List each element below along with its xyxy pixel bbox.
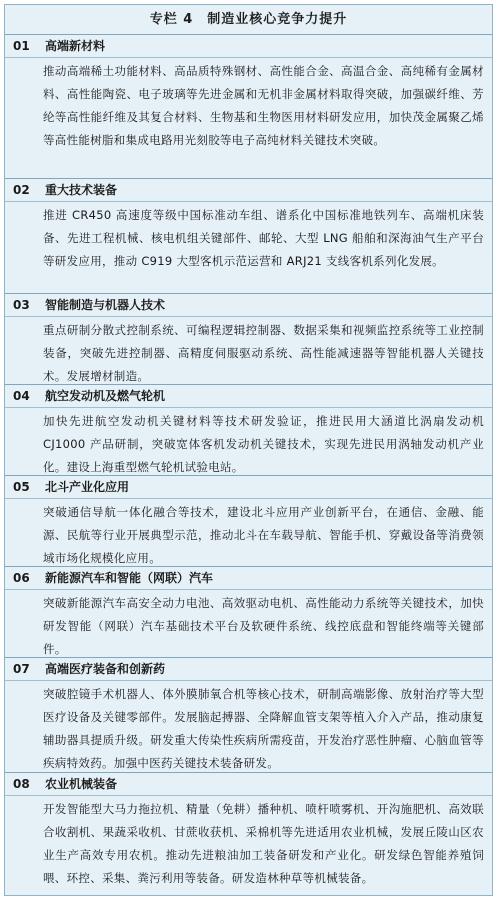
section-number: 04 bbox=[13, 389, 30, 403]
section-body: 突破通信导航一体化融合等技术，建设北斗应用产业创新平台，在通信、金融、能源、民航等行业开展典型示范，推动北斗在车载导航、智能手机、穿戴设备等消费领域市场化规模化应用。 bbox=[5, 498, 492, 576]
section-number: 01 bbox=[13, 39, 30, 53]
section-01 bbox=[5, 34, 492, 178]
section-body: 开发智能型大马力拖拉机、精量（免耕）播种机、喷杆喷雾机、开沟施肥机、高效联合收割机、果蔬采收机、甘蔗收获机、采棉机等先进适用农业机械，发展丘陵山区农业生产高效专用农机。推动先进粮油加工装备研发和产业化。研发绿色智能养殖饲喂、环控、采集、粪污利用等装备。研发造林种草等机械装备。 bbox=[5, 795, 492, 896]
section-heading bbox=[5, 294, 492, 316]
section-number: 08 bbox=[13, 777, 30, 791]
section-title: 高端新材料 bbox=[45, 39, 106, 53]
section-number: 02 bbox=[13, 183, 30, 197]
section-number: 06 bbox=[13, 571, 30, 585]
feature-panel bbox=[4, 4, 493, 896]
section-05 bbox=[5, 475, 492, 566]
section-title: 新能源汽车和智能（网联）汽车 bbox=[45, 571, 214, 585]
section-number: 07 bbox=[13, 662, 30, 676]
section-heading bbox=[5, 476, 492, 498]
panel-title: 专栏 4 制造业核心竞争力提升 bbox=[149, 12, 348, 27]
section-07 bbox=[5, 657, 492, 772]
section-heading bbox=[5, 385, 492, 407]
section-title: 高端医疗装备和创新药 bbox=[45, 662, 166, 676]
section-body: 突破新能源汽车高安全动力电池、高效驱动电机、高性能动力系统等关键技术，加快研发智能（网联）汽车基础技术平台及软硬件系统、线控底盘和智能终端等关键部件。 bbox=[5, 589, 492, 667]
section-title: 智能制造与机器人技术 bbox=[45, 298, 166, 312]
section-body: 加快先进航空发动机关键材料等技术研发验证，推进民用大涵道比涡扇发动机 CJ1000 产品研制，突破宽体客机发动机关键技术，实现先进民用涡轴发动机产业化。建设上海重型燃气轮机试验电站。 bbox=[5, 407, 492, 485]
section-02 bbox=[5, 178, 492, 293]
section-heading bbox=[5, 773, 492, 795]
section-number: 03 bbox=[13, 298, 30, 312]
section-body: 推动高端稀土功能材料、高品质特殊钢材、高性能合金、高温合金、高纯稀有金属材料、高性能陶瓷、电子玻璃等先进金属和无机非金属材料取得突破，加强碳纤维、芳纶等高性能纤维及其复合材料、生物基和生物医用材料研发应用，加快茂金属聚乙烯等高性能树脂和集成电路用光刻胶等电子高纯材料关键技术突破。 bbox=[5, 57, 492, 158]
section-04 bbox=[5, 384, 492, 475]
section-heading bbox=[5, 658, 492, 680]
section-body: 突破腔镜手术机器人、体外膜肺氧合机等核心技术，研制高端影像、放射治疗等大型医疗设备及关键零部件。发展脑起搏器、全降解血管支架等植入介入产品，推动康复辅助器具提质升级。研发重大传染性疾病所需疫苗，开发治疗恶性肿瘤、心脑血管等疾病特效药。加强中医药关键技术装备研发。 bbox=[5, 680, 492, 781]
section-title: 北斗产业化应用 bbox=[45, 480, 130, 494]
section-06 bbox=[5, 566, 492, 657]
section-title: 农业机械装备 bbox=[45, 777, 118, 791]
section-heading bbox=[5, 567, 492, 589]
section-number: 05 bbox=[13, 480, 30, 494]
section-title: 重大技术装备 bbox=[45, 183, 118, 197]
section-title: 航空发动机及燃气轮机 bbox=[45, 389, 166, 403]
section-03 bbox=[5, 293, 492, 384]
section-08 bbox=[5, 772, 492, 896]
section-heading bbox=[5, 179, 492, 201]
section-body: 推进 CR450 高速度等级中国标准动车组、谱系化中国标准地铁列车、高端机床装备、先进工程机械、核电机组关键部件、邮轮、大型 LNG 船舶和深海油气生产平台等研发应用，推动 C919 大型客机示范运营和 ARJ21 支线客机系列化发展。 bbox=[5, 201, 492, 279]
section-heading bbox=[5, 35, 492, 57]
section-body: 重点研制分散式控制系统、可编程逻辑控制器、数据采集和视频监控系统等工业控制装备，突破先进控制器、高精度伺服驱动系统、高性能减速器等智能机器人关键技术。发展增材制造。 bbox=[5, 316, 492, 394]
